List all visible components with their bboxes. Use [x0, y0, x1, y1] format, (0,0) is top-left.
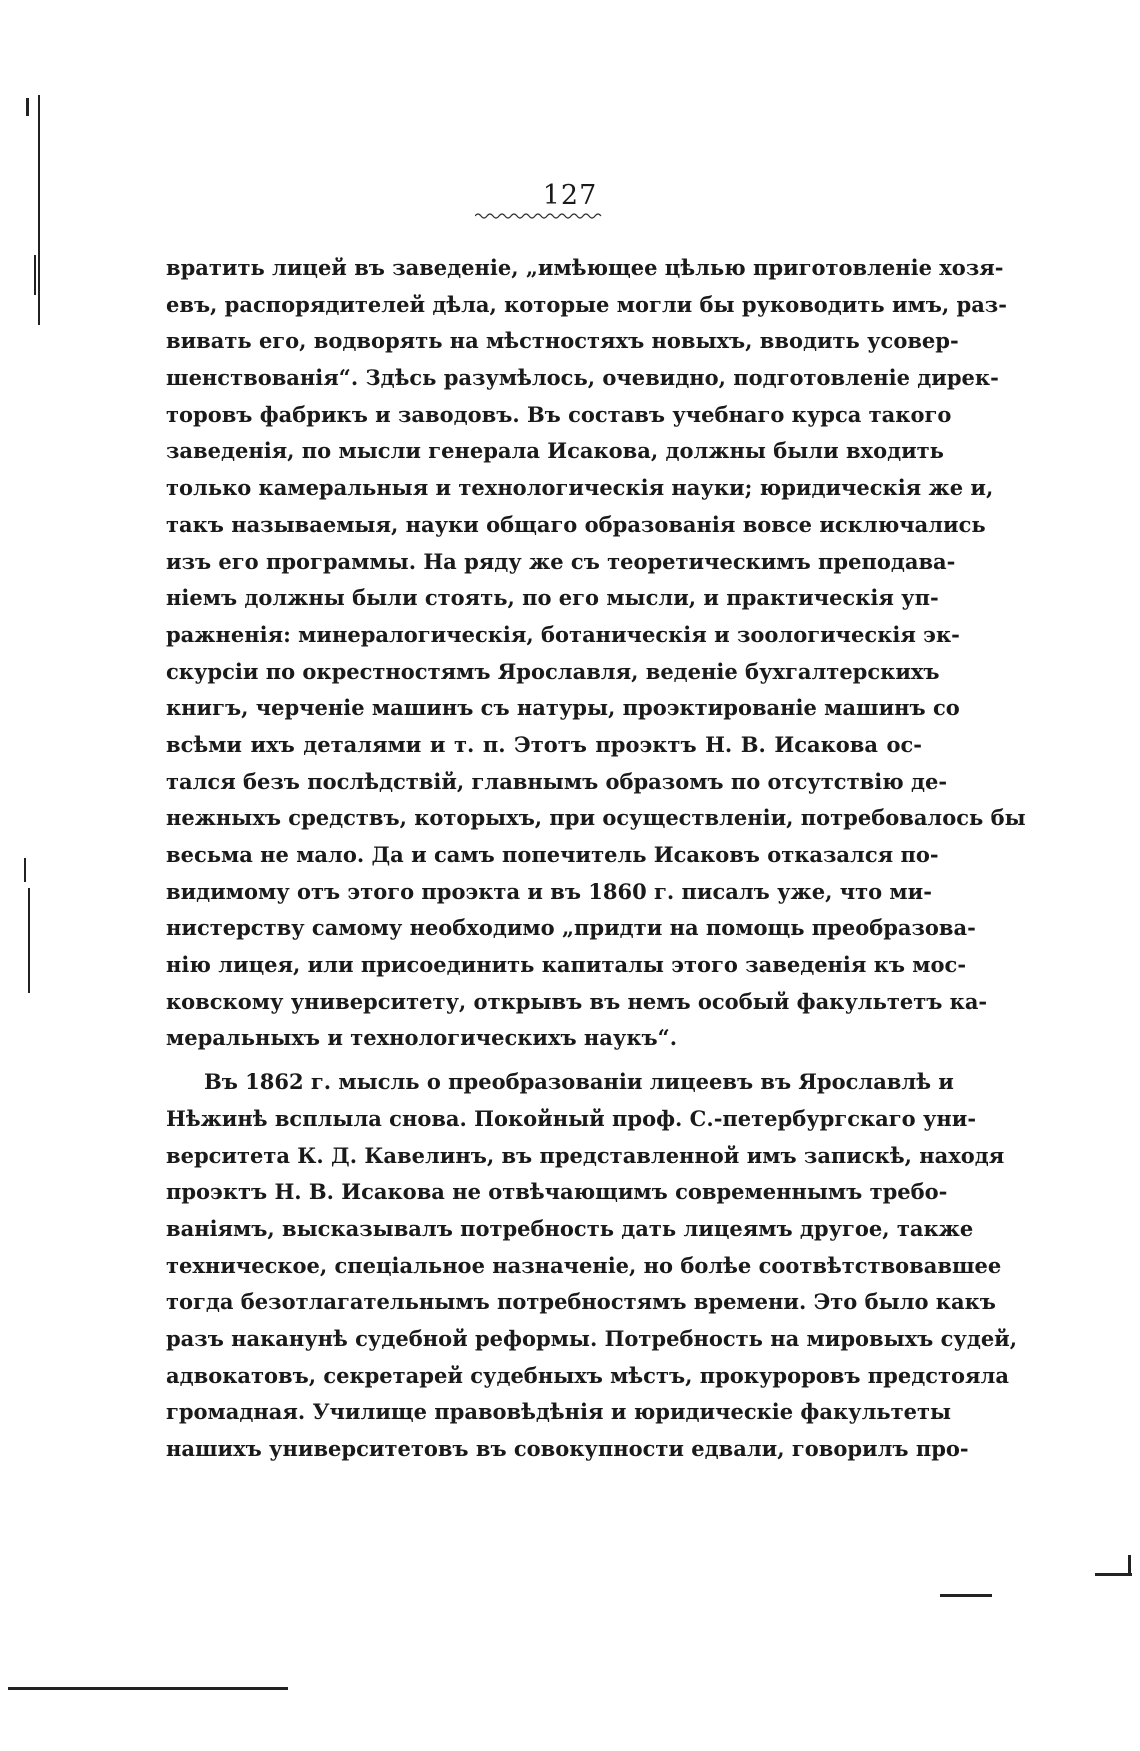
scan-corner-mark: [1095, 1573, 1132, 1576]
text-line: нашихъ университетовъ въ совокупности едвали, говорилъ про-: [166, 1436, 969, 1461]
scan-edge-mark: [24, 858, 26, 882]
text-line: нію лицея, или присоединить капиталы этого заведенія къ мос-: [166, 952, 967, 978]
text-line: Въ 1862 г. мысль о преобразованіи лицеевъ въ Ярославлѣ и: [204, 1069, 954, 1095]
text-line: адвокатовъ, секретарей судебныхъ мѣстъ, прокуроровъ предстояла: [166, 1362, 1009, 1388]
text-line: изъ его программы. На ряду же съ теоретическимъ преподава-: [166, 548, 956, 574]
text-line: Нѣжинѣ всплыла снова. Покойный проф. С.-петербургскаго уни-: [166, 1105, 977, 1131]
text-line: разъ наканунѣ судебной реформы. Потребность на мировыхъ судей,: [166, 1325, 1018, 1351]
text-line: техническое, спеціальное назначеніе, но болѣе соотвѣтствовавшее: [166, 1252, 1002, 1278]
text-line: нежныхъ средствъ, которыхъ, при осуществленіи, потребовалось бы: [166, 805, 1026, 831]
text-line: проэктъ Н. В. Исакова не отвѣчающимъ современнымъ требо-: [166, 1179, 948, 1205]
text-line: такъ называемыя, науки общаго образованія вовсе исключались: [166, 511, 986, 537]
text-line: верситета К. Д. Кавелинъ, въ представленной имъ запискѣ, находя: [166, 1142, 1005, 1168]
text-line: вивать его, водворять на мѣстностяхъ новыхъ, вводить усовер-: [166, 328, 959, 354]
scan-edge-mark: [34, 255, 36, 295]
text-line: торовъ фабрикъ и заводовъ. Въ составъ учебнаго курса такого: [166, 401, 952, 427]
paragraph-gap: [166, 1057, 922, 1064]
text-line: весьма не мало. Да и самъ попечитель Исаковъ отказался по-: [166, 842, 939, 867]
text-line: нистерству самому необходимо „придти на помощь преобразова-: [166, 915, 976, 941]
text-line: только камеральныя и технологическія науки; юридическія же и,: [166, 475, 994, 501]
text-line: заведенія, по мысли генерала Исакова, должны были входить: [166, 438, 944, 464]
scan-bottom-rule: [8, 1687, 288, 1690]
text-line: книгъ, черченіе машинъ съ натуры, проэктированіе машинъ со: [166, 695, 960, 721]
text-line: ражненія: минералогическія, ботаническія и зоологическія эк-: [166, 621, 960, 647]
text-line: меральныхъ и технологическихъ наукъ“.: [166, 1025, 678, 1051]
text-line: ковскому университету, открывъ въ немъ особый факультетъ ка-: [166, 988, 988, 1014]
text-line: тался безъ послѣдствій, главнымъ образомъ по отсутствію де-: [166, 768, 948, 794]
page-number-underline: [475, 212, 605, 220]
scan-corner-mark: [1128, 1555, 1131, 1575]
text-line: ніемъ должны были стоять, по его мысли, и практическія уп-: [166, 585, 939, 611]
page-number: 127: [542, 180, 598, 211]
text-line: евъ, распорядителей дѣла, которые могли бы руководить имъ, раз-: [166, 291, 1007, 317]
scan-edge-mark: [26, 98, 29, 116]
text-line: громадная. Училище правовѣдѣнія и юридическіе факультеты: [166, 1399, 952, 1425]
scan-corner-mark: [940, 1594, 992, 1597]
text-line: скурсіи по окрестностямъ Ярославля, веденіе бухгалтерскихъ: [166, 658, 940, 684]
body-text: [166, 250, 1026, 1468]
text-line: ваніямъ, высказывалъ потребность дать лицеямъ другое, также: [166, 1215, 974, 1241]
scan-edge-mark: [38, 95, 40, 325]
scan-edge-mark: [28, 888, 30, 993]
text-line: видимому отъ этого проэкта и въ 1860 г. писалъ уже, что ми-: [166, 878, 932, 904]
text-line: всѣми ихъ деталями и т. п. Этотъ проэктъ Н. В. Исакова ос-: [166, 731, 922, 757]
text-line: вратить лицей въ заведеніе, „имѣющее цѣлью приготовленіе хозя-: [166, 255, 1004, 280]
text-line: тогда безотлагательнымъ потребностямъ времени. Это было какъ: [166, 1289, 996, 1315]
text-line: шенствованія“. Здѣсь разумѣлось, очевидно, подготовленіе дирек-: [166, 365, 999, 391]
